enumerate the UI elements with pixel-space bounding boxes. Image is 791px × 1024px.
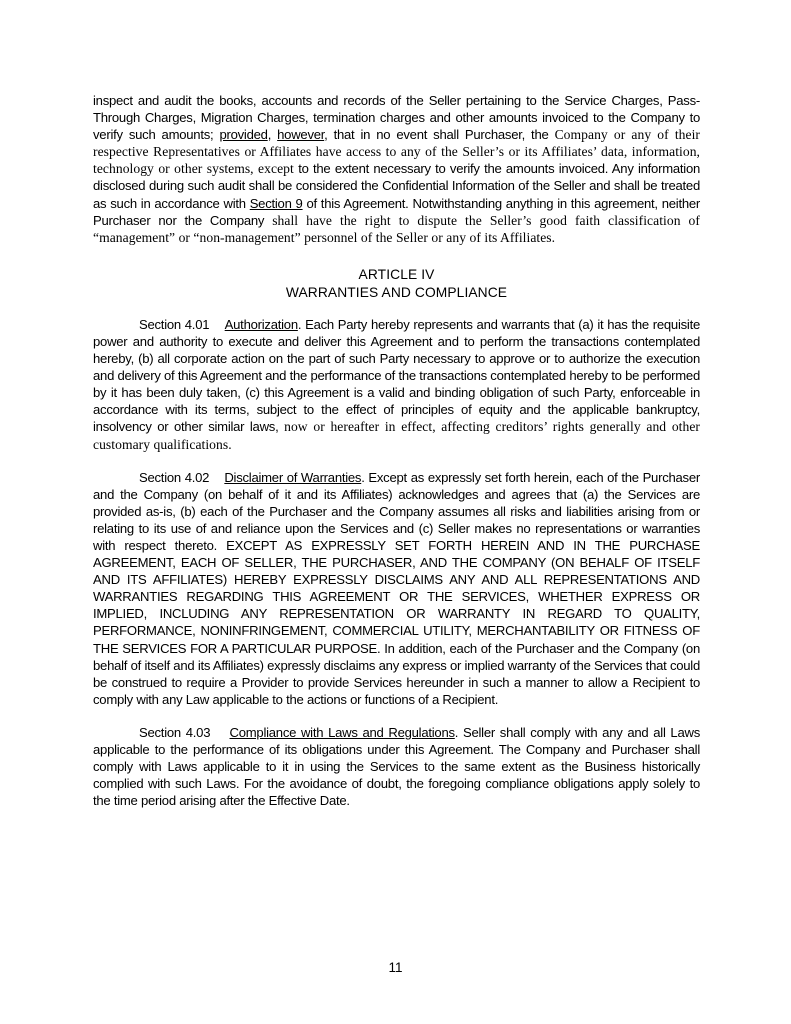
section-4-03-body: . Seller shall comply with any and all Laws applicable to the performance of its obligations under this Agreement. The Company and Purchaser shall comply with Laws applicable to it in using the Services to the same extent as the Business historically complied with such Laws. For the avoidance of doubt, the foregoing compliance obligations apply solely to the time period arising after the Effective Date. xyxy=(93,724,701,809)
section-4-01-serif-text: now or hereafter in effect, affecting creditors’ rights generally and other customary qualifications. xyxy=(93,419,701,452)
however-term: however xyxy=(277,127,325,143)
intro-text-2: , xyxy=(267,127,278,143)
section-4-03 xyxy=(93,724,700,809)
section-4-02-heading: Disclaimer of Warranties xyxy=(224,469,362,485)
section-4-03-number: Section 4.03 xyxy=(139,724,211,740)
article-heading xyxy=(93,266,700,302)
section-4-01 xyxy=(93,316,700,453)
provided-term: provided xyxy=(219,127,268,143)
section-4-01-body: . Each Party hereby represents and warrants that (a) it has the requisite power and authority to execute and deliver this Agreement and to perform the transactions contemplated hereby, (b) all corporate action on the part of such Party necessary to approve or to authorize the execution and delivery of this Agreement and the performance of the transactions contemplated hereby to be performed by it has been duly taken, (c) this Agreement is a valid and binding obligation of such Party, enforceable in accordance with its terms, subject to the effect of principles of equity and the applicable bankruptcy, insolvency or other similar laws, xyxy=(93,316,700,435)
page-number: 11 xyxy=(388,960,403,975)
section-4-01-heading: Authorization xyxy=(224,316,298,332)
intro-serif-text-2: shall have the right to dispute the Seller’s good faith classification of “management” or “non-management” personnel of the Seller or any of its Affiliates. xyxy=(93,212,700,245)
document-body xyxy=(93,92,700,825)
section-4-02-number: Section 4.02 xyxy=(139,469,210,485)
section-9-reference: Section 9 xyxy=(249,195,303,211)
article-number: ARTICLE IV xyxy=(358,266,435,282)
intro-text-4: to the extent necessary to verify the amounts invoiced. Any information disclosed during such audit shall be considered the Confidential Information of the Seller and shall be treated as such in accordance with xyxy=(93,161,701,211)
intro-text-5: of this Agreement. Notwithstanding anything in this agreement, neither Purchaser nor the Company xyxy=(93,195,701,228)
intro-serif-text-1: Company or any of their respective Representatives or Affiliates have access to any of the Seller’s or its Affiliates’ data, information, technology or other systems, except xyxy=(93,127,701,177)
section-4-01-number: Section 4.01 xyxy=(139,316,210,332)
article-title: WARRANTIES AND COMPLIANCE xyxy=(285,284,508,300)
intro-text-3: , that in no event shall Purchaser, the xyxy=(324,127,555,143)
section-4-02-body: . Except as expressly set forth herein, each of the Purchaser and the Company (on behalf of it and its Affiliates) acknowledges and agrees that (a) the Services are provided as-is, (b) each of the Purchaser and the Company assumes all risks and liabilities arising from or relating to its use of and reliance upon the Services and (c) Seller makes no representations or warranties with respect thereto. EXCEPT AS EXPRESSLY SET FORTH HEREIN AND IN THE PURCHASE AGREEMENT, EACH OF SELLER, THE PURCHASER, AND THE COMPANY (ON BEHALF OF ITSELF AND ITS AFFILIATES) HEREBY EXPRESSLY DISCLAIMS ANY AND ALL REPRESENTATIONS AND WARRANTIES REGARDING THIS AGREEMENT OR THE SERVICES, WHETHER EXPRESS OR IMPLIED, INCLUDING ANY REPRESENTATION OR WARRANTY IN REGARD TO QUALITY, PERFORMANCE, NONINFRINGEMENT, COMMERCIAL UTILITY, MERCHANTABILITY OR FITNESS OF THE SERVICES FOR A PARTICULAR PURPOSE. In addition, each of the Purchaser and the Company (on behalf of itself and its Affiliates) expressly disclaims any express or implied warranty of the Services that could be construed to require a Provider to provide Services hereunder in such a manner to allow a Recipient to comply with any Law applicable to the actions or functions of a Recipient. xyxy=(93,469,700,707)
section-4-02 xyxy=(93,469,700,708)
intro-text-1: inspect and audit the books, accounts and records of the Seller pertaining to the Service Charges, Pass-Through Charges, Migration Charges, termination charges and other amounts invoiced to the Company to verify such amounts; xyxy=(93,93,700,143)
section-4-03-heading: Compliance with Laws and Regulations xyxy=(229,724,455,740)
intro-paragraph xyxy=(93,92,700,246)
